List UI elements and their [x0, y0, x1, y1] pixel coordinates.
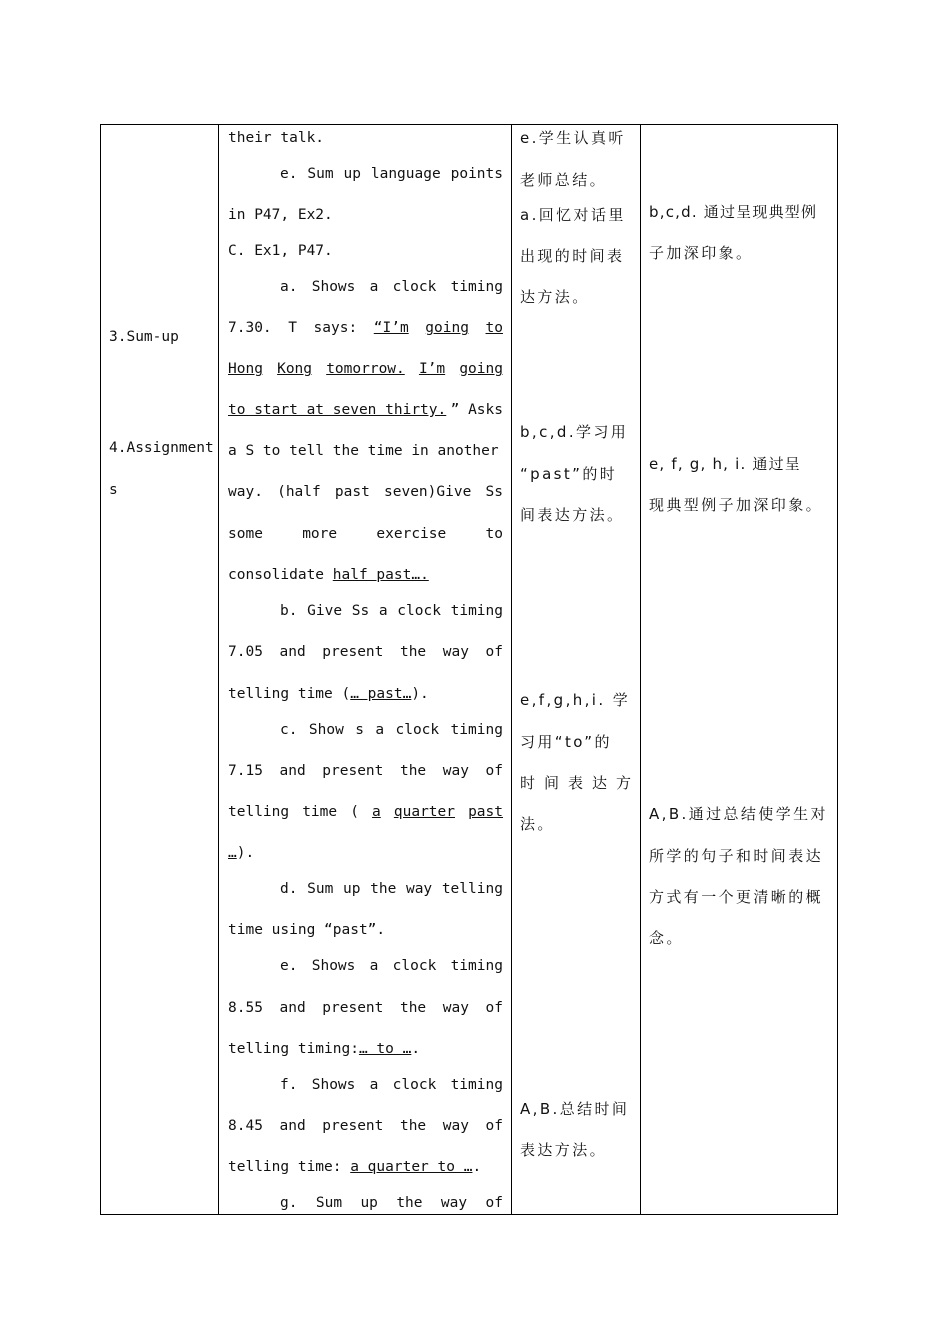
word: of	[485, 1195, 503, 1211]
word: (	[350, 804, 359, 820]
word: 7.30.	[228, 320, 272, 336]
word: …	[228, 845, 237, 861]
word: way	[442, 1118, 469, 1134]
word: telling time (	[228, 686, 351, 702]
word: telling	[228, 804, 290, 820]
word: quarter	[393, 804, 455, 820]
activity-line	[228, 400, 503, 420]
word: present	[322, 644, 384, 660]
word: some	[228, 526, 263, 542]
word: way	[442, 644, 469, 660]
activity-line	[280, 720, 503, 740]
word: and	[279, 644, 306, 660]
activity-line	[228, 1039, 420, 1059]
activity-line: time using “past”.	[228, 922, 386, 938]
column-divider	[640, 124, 641, 1215]
word: Kong	[277, 361, 313, 377]
word: language	[370, 166, 441, 182]
intent-line: 子加深印象。	[649, 244, 754, 262]
word: clock	[392, 279, 437, 295]
word: Ss	[485, 484, 503, 500]
student-line: 习用“to”的	[520, 733, 612, 751]
word: of	[485, 1118, 503, 1134]
activity-line	[228, 1116, 503, 1136]
word: b.	[280, 603, 298, 619]
word: timing	[450, 722, 503, 738]
activity-line	[228, 843, 254, 863]
word: seven)Give	[384, 484, 472, 500]
word: going	[425, 320, 469, 336]
word: .	[411, 1041, 421, 1057]
word: tomorrow.	[326, 361, 405, 377]
word: Sum	[315, 1195, 343, 1211]
word: Shows	[311, 279, 356, 295]
word: 7.05	[228, 644, 263, 660]
word: up	[343, 166, 361, 182]
activity-line	[280, 164, 503, 184]
word: a.	[280, 279, 298, 295]
word: … to …	[358, 1041, 412, 1057]
intent-line: 方式有一个更清晰的概	[649, 888, 824, 906]
word: timing	[450, 279, 503, 295]
activity-line	[228, 684, 429, 704]
activity-line	[228, 482, 503, 502]
activity-line	[228, 642, 503, 662]
student-line: 出现的时间表	[520, 247, 625, 265]
activity-line	[228, 524, 503, 544]
word: the	[399, 763, 427, 779]
activity-line	[280, 879, 503, 899]
student-line: 达方法。	[520, 288, 590, 306]
activity-line	[228, 359, 503, 379]
word: exercise	[376, 526, 447, 542]
word: Shows	[311, 1077, 356, 1093]
word: telling	[441, 881, 503, 897]
word: present	[322, 1000, 384, 1016]
word: present	[322, 763, 384, 779]
word: a	[378, 603, 388, 619]
word: the	[399, 1118, 427, 1134]
word: T	[288, 320, 297, 336]
word: half past….	[332, 567, 429, 583]
intent-line: A,B.通过总结使学生对	[649, 805, 828, 823]
word: a	[372, 804, 381, 820]
word: a	[369, 1077, 379, 1093]
student-line: “past”的时	[520, 465, 618, 483]
student-line: A,B.总结时间	[520, 1100, 630, 1118]
student-line: 时间表达方	[520, 774, 641, 792]
word: Hong	[228, 361, 263, 377]
word: ).	[236, 845, 255, 861]
word: telling time:	[228, 1159, 351, 1175]
word: Shows	[311, 958, 356, 974]
intent-line: 念。	[649, 929, 684, 947]
word: Ss	[351, 603, 370, 619]
word: timing	[450, 958, 503, 974]
activity-line	[228, 318, 503, 338]
word: a	[375, 722, 385, 738]
word: clock	[395, 722, 440, 738]
word: more	[302, 526, 338, 542]
word: consolidate	[228, 567, 333, 583]
word: d.	[280, 881, 298, 897]
student-line: 老师总结。	[520, 171, 608, 189]
word: clock	[392, 958, 437, 974]
word: 8.45	[228, 1118, 263, 1134]
student-line: e,f,g,h,i. 学	[520, 691, 631, 709]
word: says:	[313, 320, 358, 336]
word: points	[450, 166, 503, 182]
word: of	[485, 644, 503, 660]
word: 7.15	[228, 763, 263, 779]
word: to	[485, 526, 503, 542]
word: the	[399, 644, 427, 660]
word: e.	[280, 166, 298, 182]
word: Sum	[307, 166, 334, 182]
intent-line: 现典型例子加深印象。	[649, 496, 824, 514]
word: timing	[450, 1077, 503, 1093]
word: g.	[280, 1195, 298, 1211]
intent-line: 所学的句子和时间表达	[649, 847, 824, 865]
word: “I’m	[373, 320, 409, 336]
word: … past…	[350, 686, 412, 702]
word: way	[405, 881, 433, 897]
word: a	[369, 279, 379, 295]
word: way	[440, 1195, 468, 1211]
activity-line	[280, 1193, 503, 1213]
word: to	[485, 320, 503, 336]
word: to start at seven thirty.	[228, 402, 447, 418]
activity-line	[280, 277, 503, 297]
word: way	[442, 763, 469, 779]
word: of	[485, 1000, 503, 1016]
word: clock	[392, 1077, 437, 1093]
activity-line	[228, 761, 503, 781]
word: ” Asks	[450, 402, 503, 418]
step-assignments-wrap: s	[109, 482, 118, 498]
word: clock	[397, 603, 441, 619]
word: Sum	[307, 881, 334, 897]
activity-line: C. Ex1, P47.	[228, 243, 333, 259]
word: the	[396, 1195, 423, 1211]
word: and	[279, 1000, 306, 1016]
word: telling timing:	[228, 1041, 359, 1057]
activity-line	[280, 601, 503, 621]
word: I’m	[418, 361, 446, 377]
step-sum-up: 3.Sum-up	[109, 329, 179, 345]
word: c.	[280, 722, 298, 738]
student-line: 表达方法。	[520, 1141, 608, 1159]
step-assignments: 4.Assignment	[109, 440, 214, 456]
activity-line	[280, 956, 503, 976]
word: a	[369, 958, 379, 974]
word: a quarter to …	[350, 1159, 473, 1175]
word: (half	[277, 484, 321, 500]
word: of	[485, 763, 503, 779]
student-line: b,c,d.学习用	[520, 423, 629, 441]
word: s	[355, 722, 364, 738]
word: up	[360, 1195, 378, 1211]
word: past	[334, 484, 370, 500]
word: way.	[228, 484, 263, 500]
student-line: 间表达方法。	[520, 506, 625, 524]
intent-line: b,c,d. 通过呈现典型例	[649, 203, 818, 221]
word: f.	[280, 1077, 298, 1093]
word: Show	[308, 722, 344, 738]
activity-line	[228, 1157, 481, 1177]
word: time	[302, 804, 338, 820]
word: present	[322, 1118, 384, 1134]
activity-line: in P47, Ex2.	[228, 207, 333, 223]
word: past	[468, 804, 503, 820]
activity-line	[228, 565, 429, 585]
word: 8.55	[228, 1000, 263, 1016]
column-divider	[218, 124, 219, 1215]
intent-line: e, f, g, h, i. 通过呈	[649, 455, 801, 473]
activity-line	[280, 1075, 503, 1095]
word: the	[399, 1000, 427, 1016]
activity-line: a S to tell the time in another	[228, 443, 499, 459]
word: up	[342, 881, 361, 897]
student-line: a.回忆对话里	[520, 206, 626, 224]
word: .	[472, 1159, 482, 1175]
word: the	[370, 881, 397, 897]
activity-line	[228, 998, 503, 1018]
word: timing	[450, 603, 503, 619]
column-divider	[511, 124, 512, 1215]
student-line: 法。	[520, 815, 555, 833]
activity-line	[228, 802, 503, 822]
word: and	[279, 1118, 306, 1134]
word: way	[442, 1000, 469, 1016]
word: e.	[280, 958, 298, 974]
activity-line: their talk.	[228, 130, 325, 146]
student-line: e.学生认真听	[520, 129, 626, 147]
word: Give	[307, 603, 343, 619]
word: going	[459, 361, 503, 377]
word: ).	[411, 686, 429, 702]
word: and	[279, 763, 306, 779]
